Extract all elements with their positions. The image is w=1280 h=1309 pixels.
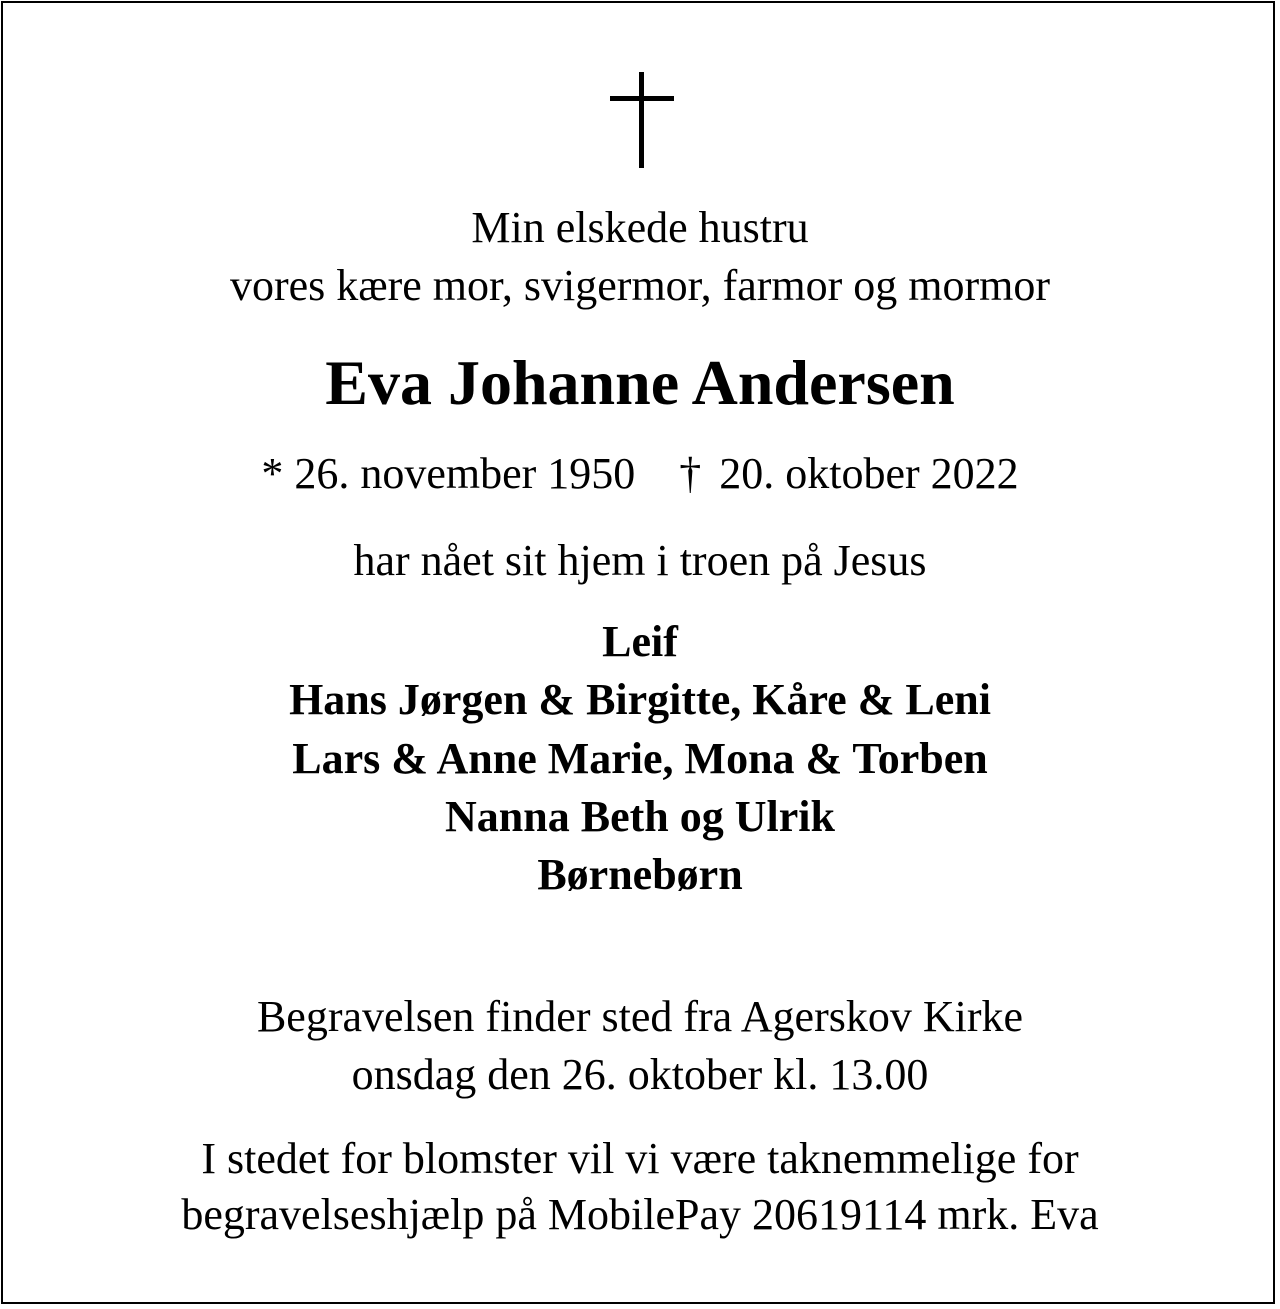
family-line-2: Hans Jørgen & Birgitte, Kåre & Leni (289, 675, 991, 724)
birth-date: 26. november 1950 (294, 449, 636, 498)
family-line-3: Lars & Anne Marie, Mona & Torben (292, 734, 988, 783)
death-symbol: † (679, 449, 702, 498)
funeral-line-2: onsdag den 26. oktober kl. 13.00 (351, 1050, 929, 1099)
faith-line: har nået sit hjem i troen på Jesus (353, 536, 927, 585)
donation-line-1: I stedet for blomster vil vi være taknemmelige for (201, 1134, 1079, 1183)
family-line-5: Børnebørn (537, 850, 743, 899)
family-line-1: Leif (602, 617, 678, 666)
death-date: 20. oktober 2022 (719, 449, 1019, 498)
birth-symbol: * (261, 449, 284, 498)
donation-line-2: begravelseshjælp på MobilePay 20619114 mrk. Eva (181, 1190, 1099, 1239)
intro-line-1: Min elskede hustru (471, 203, 809, 252)
deceased-name: Eva Johanne Andersen (325, 347, 955, 418)
intro-line-2: vores kære mor, svigermor, farmor og mormor (229, 261, 1051, 310)
cross-icon (610, 72, 674, 168)
funeral-line-1: Begravelsen finder sted fra Agerskov Kirke (256, 992, 1024, 1041)
dates-line (0, 449, 1280, 498)
family-line-4: Nanna Beth og Ulrik (445, 792, 835, 841)
